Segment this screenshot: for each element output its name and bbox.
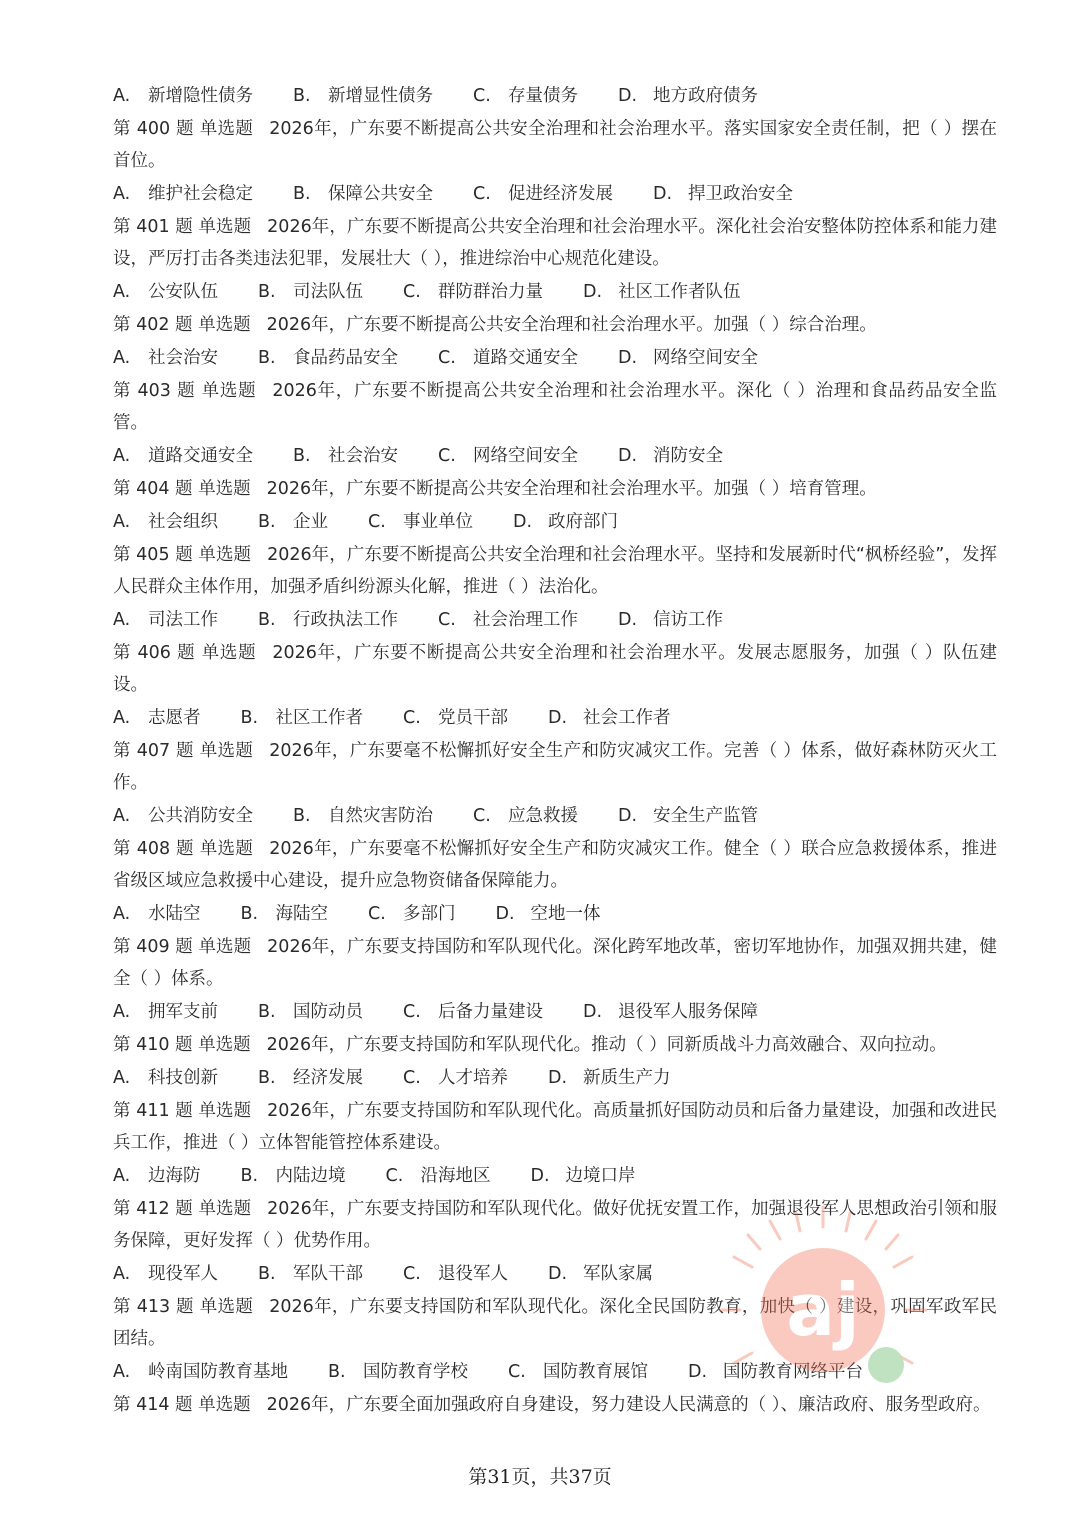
option-item	[258, 996, 363, 1028]
option-item	[583, 276, 741, 308]
option-text: 国防教育网络平台	[723, 1362, 863, 1382]
option-text: 空地一体	[530, 904, 601, 924]
option-letter: D.	[653, 184, 673, 204]
question-type: 单选题	[198, 545, 252, 565]
option-letter: C.	[403, 282, 421, 302]
question-text: 2026年，广东要不断提高公共安全治理和社会治理水平。加强（ ）培育管理。	[266, 479, 877, 499]
option-text: 捍卫政治安全	[688, 184, 793, 204]
option-item	[258, 276, 363, 308]
question-type: 单选题	[198, 315, 251, 335]
option-letter: B.	[240, 1166, 259, 1186]
option-item	[438, 440, 578, 472]
option-item	[403, 276, 543, 308]
option-text: 现役军人	[148, 1264, 218, 1284]
option-letter: C.	[368, 512, 386, 532]
option-text: 国防动员	[293, 1002, 363, 1022]
option-letter: A.	[113, 446, 131, 466]
question-type: 单选题	[199, 839, 254, 859]
option-text: 社区工作者	[275, 708, 363, 728]
question-text: 2026年，广东要支持国防和军队现代化。推动（ ）同新质战斗力高效融合、双向拉动。	[266, 1035, 947, 1055]
option-text: 政府部门	[548, 512, 618, 532]
option-item	[113, 898, 201, 930]
option-item	[258, 1062, 363, 1094]
option-letter: B.	[240, 708, 259, 728]
question-type: 单选题	[198, 1199, 252, 1219]
option-text: 存量债务	[508, 86, 578, 106]
option-item	[328, 1356, 468, 1388]
option-letter: A.	[113, 1264, 131, 1284]
option-letter: A.	[113, 610, 131, 630]
question-number: 第 410 题	[113, 1035, 193, 1055]
question-item	[113, 1095, 997, 1159]
option-letter: A.	[113, 282, 131, 302]
option-text: 道路交通安全	[473, 348, 578, 368]
option-letter: C.	[438, 446, 456, 466]
question-number: 第 408 题	[113, 839, 194, 859]
question-item	[113, 309, 997, 341]
option-text: 水陆空	[148, 904, 201, 924]
option-letter: B.	[293, 184, 311, 204]
option-letter: A.	[113, 708, 131, 728]
option-letter: C.	[508, 1362, 526, 1382]
option-text: 军队干部	[293, 1264, 363, 1284]
option-letter: D.	[618, 446, 638, 466]
question-item	[113, 113, 997, 177]
option-text: 社区工作者队伍	[618, 282, 741, 302]
question-type: 单选题	[199, 741, 254, 761]
option-text: 消防安全	[653, 446, 723, 466]
option-letter: B.	[258, 512, 276, 532]
option-item	[258, 342, 398, 374]
option-item	[293, 178, 433, 210]
option-item	[508, 1356, 648, 1388]
option-text: 行政执法工作	[293, 610, 398, 630]
option-text: 社会治安	[328, 446, 398, 466]
question-text: 2026年，广东要毫不松懈抓好安全生产和防灾减灾工作。完善（ ）体系，做好森林防灭火工作。	[113, 741, 997, 793]
answer-options	[113, 996, 997, 1028]
question-text: 2026年，广东要不断提高公共安全治理和社会治理水平。落实国家安全责任制，把（ ）摆在首位。	[113, 119, 997, 171]
option-letter: D.	[495, 904, 515, 924]
answer-options	[113, 506, 997, 538]
option-letter: C.	[403, 1068, 421, 1088]
option-item	[688, 1356, 863, 1388]
option-text: 保障公共安全	[328, 184, 433, 204]
question-text: 2026年，广东要支持国防和军队现代化。做好优抚安置工作，加强退役军人思想政治引领和服务保障，更好发挥（ ）优势作用。	[113, 1199, 997, 1251]
question-text: 2026年，广东要毫不松懈抓好安全生产和防灾减灾工作。健全（ ）联合应急救援体系，推进省级区域应急救援中心建设，提升应急物资储备保障能力。	[113, 839, 997, 891]
option-letter: B.	[258, 282, 276, 302]
option-letter: A.	[113, 348, 131, 368]
option-item	[438, 342, 578, 374]
option-item	[618, 604, 723, 636]
option-text: 退役军人	[438, 1264, 508, 1284]
option-item	[113, 440, 253, 472]
answer-options	[113, 178, 997, 210]
answer-options	[113, 440, 997, 472]
option-text: 志愿者	[148, 708, 201, 728]
option-item	[113, 506, 218, 538]
option-text: 后备力量建设	[438, 1002, 543, 1022]
option-letter: A.	[113, 184, 131, 204]
option-item	[113, 996, 218, 1028]
option-item	[473, 178, 613, 210]
option-text: 安全生产监管	[653, 806, 758, 826]
question-number: 第 411 题	[113, 1101, 193, 1121]
option-text: 社会治安	[148, 348, 218, 368]
question-type: 单选题	[198, 937, 252, 957]
question-text: 2026年，广东要不断提高公共安全治理和社会治理水平。加强（ ）综合治理。	[266, 315, 877, 335]
option-text: 边海防	[148, 1166, 201, 1186]
option-text: 岭南国防教育基地	[148, 1362, 288, 1382]
question-list	[113, 80, 997, 1422]
option-item	[113, 276, 218, 308]
question-number: 第 401 题	[113, 217, 193, 237]
question-number: 第 400 题	[113, 119, 194, 139]
option-text: 地方政府债务	[653, 86, 758, 106]
option-item	[113, 342, 218, 374]
question-type: 单选题	[198, 1035, 251, 1055]
question-text: 2026年，广东要不断提高公共安全治理和社会治理水平。坚持和发展新时代“枫桥经验”，发挥人民群众主体作用，加强矛盾纠纷源头化解，推进（ ）法治化。	[113, 545, 997, 597]
option-letter: B.	[258, 348, 276, 368]
answer-options	[113, 1356, 997, 1388]
question-number: 第 402 题	[113, 315, 193, 335]
option-text: 沿海地区	[420, 1166, 491, 1186]
option-letter: A.	[113, 1166, 131, 1186]
question-number: 第 412 题	[113, 1199, 193, 1219]
answer-options	[113, 276, 997, 308]
option-item	[113, 1356, 288, 1388]
answer-options	[113, 1160, 997, 1192]
option-letter: A.	[113, 512, 131, 532]
option-text: 公共消防安全	[148, 806, 253, 826]
option-item	[403, 1258, 508, 1290]
option-text: 社会治理工作	[473, 610, 578, 630]
option-letter: D.	[513, 512, 533, 532]
option-letter: A.	[113, 1068, 131, 1088]
option-item	[548, 702, 671, 734]
question-type: 单选题	[201, 381, 257, 401]
question-type: 单选题	[198, 1101, 252, 1121]
option-item	[403, 996, 543, 1028]
option-item	[618, 440, 723, 472]
option-item	[258, 1258, 363, 1290]
option-item	[473, 80, 578, 112]
option-letter: C.	[438, 610, 456, 630]
option-item	[258, 506, 328, 538]
question-text: 2026年，广东要全面加强政府自身建设，努力建设人民满意的（ ）、廉洁政府、服务型政府。	[266, 1395, 991, 1415]
option-letter: D.	[548, 708, 568, 728]
option-item	[496, 898, 601, 930]
option-letter: B.	[328, 1362, 346, 1382]
question-item	[113, 833, 997, 897]
answer-options	[113, 342, 997, 374]
question-type: 单选题	[198, 217, 252, 237]
option-text: 国防教育展馆	[543, 1362, 648, 1382]
option-letter: B.	[293, 446, 311, 466]
option-text: 司法队伍	[293, 282, 363, 302]
option-item	[113, 702, 201, 734]
option-text: 军队家属	[583, 1264, 653, 1284]
option-text: 应急救援	[508, 806, 578, 826]
question-item	[113, 735, 997, 799]
page-footer: 第31页，共37页	[468, 1466, 612, 1488]
option-item	[513, 506, 618, 538]
option-item	[618, 80, 758, 112]
option-letter: C.	[473, 184, 491, 204]
option-letter: C.	[438, 348, 456, 368]
option-letter: D.	[583, 1002, 603, 1022]
option-letter: B.	[258, 610, 276, 630]
option-text: 群防群治力量	[438, 282, 543, 302]
option-letter: B.	[240, 904, 259, 924]
answer-options	[113, 1062, 997, 1094]
option-item	[113, 80, 253, 112]
option-letter: A.	[113, 904, 131, 924]
question-item	[113, 375, 997, 439]
option-text: 社会组织	[148, 512, 218, 532]
question-number: 第 413 题	[113, 1297, 194, 1317]
question-number: 第 405 题	[113, 545, 193, 565]
option-item	[293, 800, 433, 832]
question-text: 2026年，广东要不断提高公共安全治理和社会治理水平。发展志愿服务，加强（ ）队伍建设。	[113, 643, 997, 695]
option-text: 拥军支前	[148, 1002, 218, 1022]
option-text: 社会工作者	[583, 708, 671, 728]
option-item	[368, 506, 473, 538]
option-text: 人才培养	[438, 1068, 508, 1088]
option-item	[548, 1258, 653, 1290]
answer-options	[113, 702, 997, 734]
option-text: 司法工作	[148, 610, 218, 630]
option-letter: A.	[113, 1002, 131, 1022]
option-letter: B.	[293, 806, 311, 826]
option-text: 多部门	[403, 904, 456, 924]
option-item	[241, 898, 329, 930]
option-letter: A.	[113, 1362, 131, 1382]
option-letter: A.	[113, 806, 131, 826]
question-item	[113, 1029, 997, 1061]
question-text: 2026年，广东要不断提高公共安全治理和社会治理水平。深化社会治安整体防控体系和能力建设，严厉打击各类违法犯罪，发展壮大（ ），推进综治中心规范化建设。	[113, 217, 997, 269]
question-type: 单选题	[198, 479, 251, 499]
option-text: 食品药品安全	[293, 348, 398, 368]
option-item	[293, 80, 433, 112]
option-item	[583, 996, 758, 1028]
option-text: 退役军人服务保障	[618, 1002, 758, 1022]
option-text: 网络空间安全	[653, 348, 758, 368]
question-text: 2026年，广东要不断提高公共安全治理和社会治理水平。深化（ ）治理和食品药品安全监管。	[113, 381, 997, 433]
option-letter: D.	[548, 1068, 568, 1088]
option-text: 新质生产力	[583, 1068, 671, 1088]
option-item	[113, 178, 253, 210]
question-item	[113, 539, 997, 603]
option-item	[403, 702, 508, 734]
option-letter: D.	[530, 1166, 550, 1186]
option-text: 边境口岸	[565, 1166, 636, 1186]
option-item	[241, 702, 364, 734]
option-item	[113, 604, 218, 636]
option-item	[653, 178, 793, 210]
option-letter: D.	[618, 610, 638, 630]
option-item	[386, 1160, 491, 1192]
option-item	[241, 1160, 346, 1192]
option-text: 内陆边境	[275, 1166, 346, 1186]
option-item	[293, 440, 398, 472]
option-text: 经济发展	[293, 1068, 363, 1088]
option-text: 科技创新	[148, 1068, 218, 1088]
option-letter: A.	[113, 86, 131, 106]
option-item	[548, 1062, 671, 1094]
option-letter: D.	[618, 348, 638, 368]
option-item	[113, 1160, 201, 1192]
question-item	[113, 931, 997, 995]
question-number: 第 409 题	[113, 937, 193, 957]
option-letter: D.	[583, 282, 603, 302]
question-item	[113, 1389, 997, 1421]
question-number: 第 407 题	[113, 741, 194, 761]
question-number: 第 406 题	[113, 643, 196, 663]
question-type: 单选题	[201, 643, 257, 663]
svg-text:aj: aj	[786, 1268, 860, 1352]
option-letter: C.	[385, 1166, 404, 1186]
option-item	[113, 1062, 218, 1094]
option-letter: D.	[548, 1264, 568, 1284]
option-item	[618, 800, 758, 832]
option-item	[113, 800, 253, 832]
question-number: 第 414 题	[113, 1395, 193, 1415]
option-letter: B.	[258, 1068, 276, 1088]
answer-options	[113, 1258, 997, 1290]
option-text: 促进经济发展	[508, 184, 613, 204]
option-letter: D.	[618, 806, 638, 826]
option-item	[531, 1160, 636, 1192]
answer-options	[113, 604, 997, 636]
answer-options	[113, 800, 997, 832]
option-text: 国防教育学校	[363, 1362, 468, 1382]
option-text: 企业	[293, 512, 328, 532]
question-item	[113, 211, 997, 275]
option-letter: C.	[403, 1002, 421, 1022]
option-item	[438, 604, 578, 636]
option-item	[368, 898, 456, 930]
option-letter: B.	[258, 1002, 276, 1022]
answer-options	[113, 898, 997, 930]
option-letter: D.	[688, 1362, 708, 1382]
option-text: 网络空间安全	[473, 446, 578, 466]
option-text: 维护社会稳定	[148, 184, 253, 204]
option-text: 自然灾害防治	[328, 806, 433, 826]
option-letter: C.	[473, 86, 491, 106]
option-letter: B.	[258, 1264, 276, 1284]
option-text: 道路交通安全	[148, 446, 253, 466]
question-item	[113, 637, 997, 701]
option-text: 海陆空	[275, 904, 328, 924]
question-type: 单选题	[199, 1297, 254, 1317]
question-type: 单选题	[199, 119, 254, 139]
option-item	[473, 800, 578, 832]
option-text: 新增隐性债务	[148, 86, 253, 106]
question-number: 第 403 题	[113, 381, 196, 401]
option-item	[618, 342, 758, 374]
question-number: 第 404 题	[113, 479, 193, 499]
option-letter: C.	[368, 904, 386, 924]
option-letter: B.	[293, 86, 311, 106]
option-text: 党员干部	[438, 708, 508, 728]
option-item	[403, 1062, 508, 1094]
option-letter: C.	[403, 1264, 421, 1284]
option-text: 公安队伍	[148, 282, 218, 302]
option-letter: D.	[618, 86, 638, 106]
question-text: 2026年，广东要支持国防和军队现代化。高质量抓好国防动员和后备力量建设，加强和改进民兵工作，推进（ ）立体智能管控体系建设。	[113, 1101, 997, 1153]
question-text: 2026年，广东要支持国防和军队现代化。深化跨军地改革，密切军地协作，加强双拥共建，健全（ ）体系。	[113, 937, 997, 989]
option-letter: C.	[473, 806, 491, 826]
option-text: 信访工作	[653, 610, 723, 630]
option-item	[258, 604, 398, 636]
answer-options	[113, 80, 997, 112]
question-item	[113, 473, 997, 505]
option-text: 事业单位	[403, 512, 473, 532]
question-item	[113, 1193, 997, 1257]
question-type: 单选题	[198, 1395, 251, 1415]
option-item	[113, 1258, 218, 1290]
question-text: 2026年，广东要支持国防和军队现代化。深化全民国防教育，加快（ ）建设，巩固军政军民团结。	[113, 1297, 997, 1349]
option-text: 新增显性债务	[328, 86, 433, 106]
question-item	[113, 1291, 997, 1355]
option-letter: C.	[403, 708, 421, 728]
